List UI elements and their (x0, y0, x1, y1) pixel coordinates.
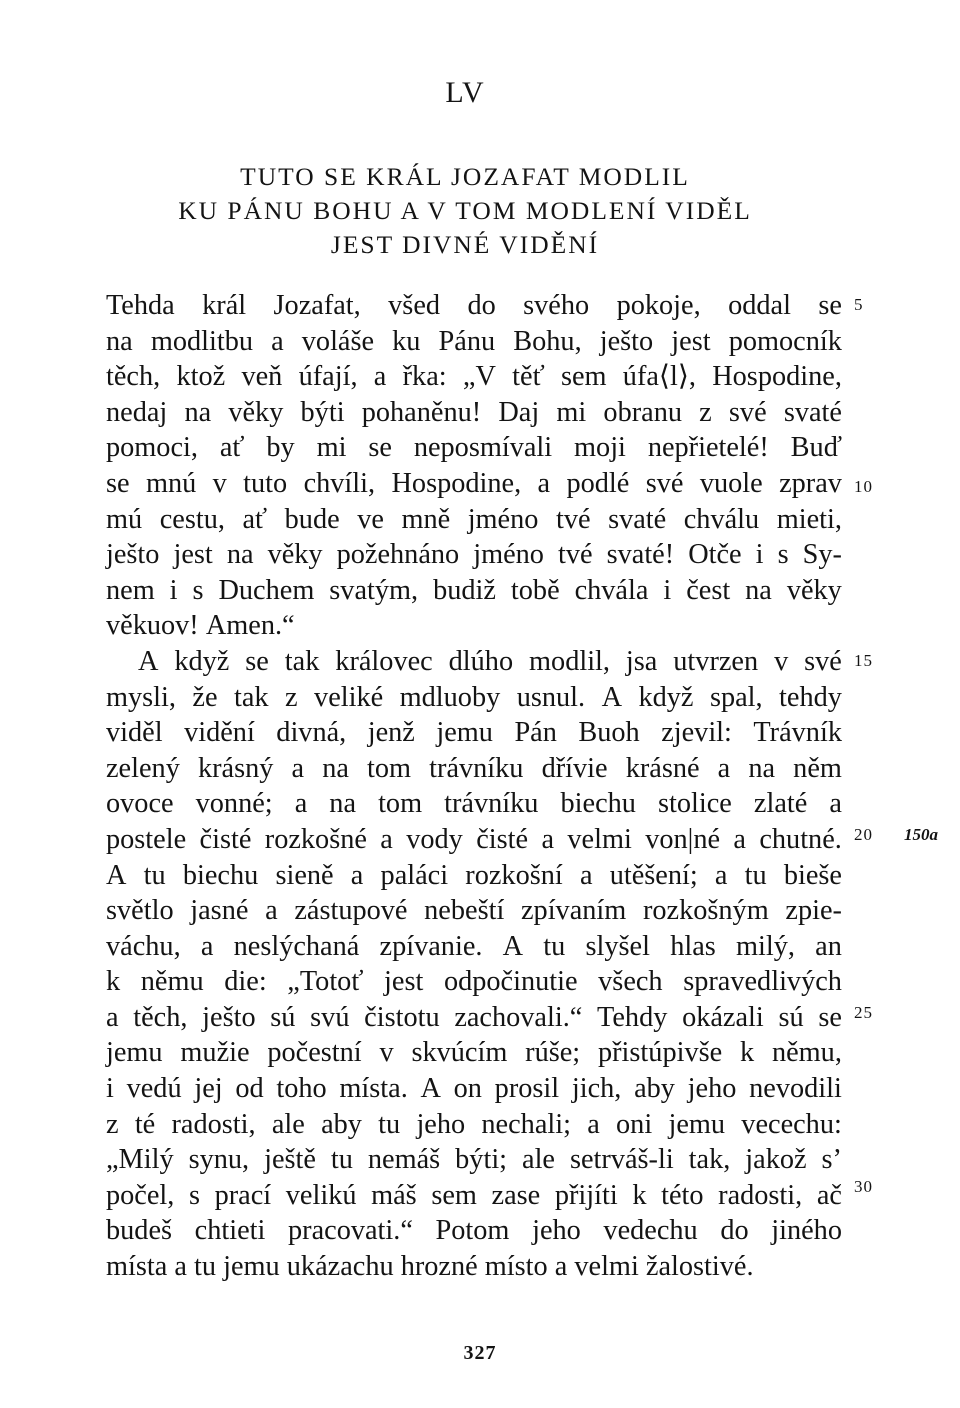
chapter-heading-line: KU PÁNU BOHU A V TOM MODLENÍ VIDĚL (178, 196, 752, 225)
text-line: nem i s Duchem svatým, budiž tobě chvála i čest na věky (106, 574, 842, 606)
text-line: zelený krásný a na tom trávníku dřívie krásné a na něm (106, 752, 842, 784)
text-line: věkuov! Amen.“ (106, 610, 295, 642)
text-line: budeš chtieti pracovati.“ Potom jeho vedechu do jiného (106, 1215, 842, 1247)
text-line: postele čisté rozkošné a vody čisté a velmi von|né a chutné. (106, 823, 842, 855)
text-line: pomoci, ať by mi se neposmívali moji nepřietelé! Buď (106, 432, 842, 464)
text-line: počel, s prací velikú máš sem zase přijíti k této radosti, ač (106, 1179, 842, 1211)
text-line: těch, ktož veň úfají, a řka: „V těť sem úfa⟨l⟩, Hospodine, (106, 361, 842, 393)
text-line: na modlitbu a voláše ku Pánu Bohu, ješto jest pomocník (106, 325, 842, 357)
chapter-heading-line: JEST DIVNÉ VIDĚNÍ (330, 230, 600, 259)
line-number: 10 (854, 477, 873, 496)
text-line: se mnú v tuto chvíli, Hospodine, a podlé své vuole zprav (106, 467, 842, 499)
text-line: nedaj na věky býti pohaněnu! Daj mi obranu z své svaté (106, 396, 842, 428)
text-line: z té radosti, ale aby tu jeho nechali; a oni jemu vecechu: (106, 1108, 842, 1140)
text-line: A když se tak královec dlúho modlil, jsa utvrzen v své (138, 645, 842, 677)
text-line: viděl vidění divná, jenž jemu Pán Buoh zjevil: Trávník (106, 717, 842, 749)
text-line: mysli, že tak z veliké mdluoby usnul. A když spal, tehdy (106, 681, 842, 713)
text-line: mú cestu, ať bude ve mně jméno tvé svaté chválu mieti, (106, 503, 842, 535)
text-line: „Milý synu, ještě tu nemáš býti; ale setrváš-li tak, jakož s’ (106, 1144, 842, 1176)
text-line: ješto jest na věky požehnáno jméno tvé svaté! Otče i s Sy- (106, 539, 842, 571)
text-line: Tehda král Jozafat, všed do svého pokoje, oddal se (106, 290, 842, 321)
chapter-heading (0, 160, 930, 262)
text-line: a těch, ješto sú svú čistotu zachovali.“ Tehdy okázali sú se (106, 1001, 842, 1033)
line-number: 25 (854, 1003, 873, 1022)
text-line: jemu mužie počestní v skvúcím rúše; přistúpivše k němu, (106, 1037, 842, 1069)
text-line: váchu, a neslýchaná zpívanie. A tu slyšel hlas milý, an (106, 930, 842, 962)
line-number: 30 (854, 1177, 873, 1196)
text-line: A tu biechu sieně a paláci rozkošní a utěšení; a tu bieše (106, 859, 842, 891)
text-line: místa a tu jemu ukázachu hrozné místo a velmi žalostivé. (106, 1251, 754, 1283)
line-number: 5 (854, 295, 864, 314)
chapter-number: LV (445, 76, 485, 109)
line-number: 20 (854, 825, 873, 844)
body-text (106, 288, 842, 1285)
text-line: světlo jasné a zástupové nebeští zpívaním rozkošným zpie- (106, 895, 842, 927)
page-number: 327 (463, 1342, 497, 1364)
line-number: 15 (854, 651, 873, 670)
folio-marker: 150a (904, 825, 938, 844)
text-line: ovoce vonné; a na tom trávníku biechu stolice zlaté a (106, 788, 842, 820)
text-line: i vedú jej od toho místa. A on prosil jich, aby jeho nevodili (106, 1073, 842, 1105)
text-line: k němu die: „Totoť jest odpočinutie všech spravedlivých (106, 966, 842, 998)
chapter-heading-line: TUTO SE KRÁL JOZAFAT MODLIL (240, 162, 690, 191)
